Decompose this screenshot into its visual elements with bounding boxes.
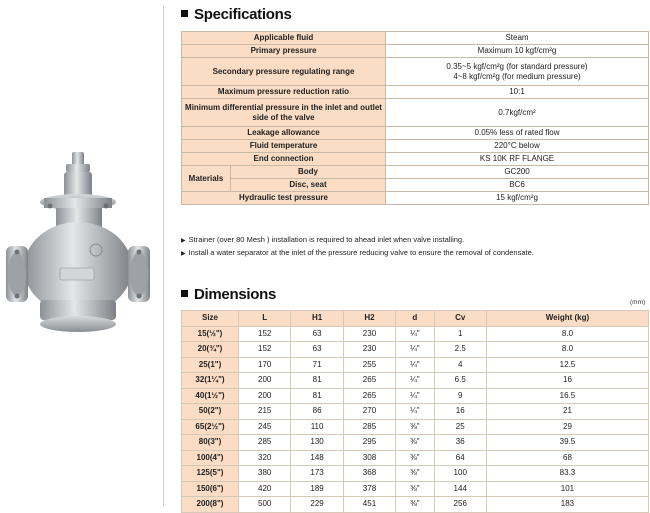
table-cell: 295 [343, 435, 395, 451]
table-cell: ¼" [396, 357, 434, 373]
table-cell: 380 [239, 466, 291, 482]
table-cell: 86 [291, 404, 343, 420]
column-header: H1 [291, 311, 343, 327]
size-cell: 200(8") [182, 497, 239, 513]
table-cell: 215 [239, 404, 291, 420]
table-cell: ⅜" [396, 450, 434, 466]
spec-value: 10:1 [386, 86, 649, 99]
table-cell: 256 [434, 497, 486, 513]
spec-label: Minimum differential pressure in the inlet and outlet side of the valve [182, 99, 386, 127]
section-bullet-icon [181, 290, 188, 297]
table-cell: 29 [486, 419, 648, 435]
table-cell: 63 [291, 326, 343, 342]
spec-value: 220°C below [386, 140, 649, 153]
table-cell: 451 [343, 497, 395, 513]
hydraulic-value: 15 kgf/cm²g [386, 192, 649, 205]
note-item: ▶ Strainer (over 80 Mesh ) installation is required to ahead inlet when valve installing. [181, 235, 465, 244]
spec-label: Primary pressure [182, 45, 386, 58]
column-divider [163, 6, 164, 506]
table-cell: 2.5 [434, 342, 486, 358]
table-cell: 16.5 [486, 388, 648, 404]
table-cell: 245 [239, 419, 291, 435]
size-cell: 15(½") [182, 326, 239, 342]
size-cell: 32(1¼") [182, 373, 239, 389]
table-cell: 378 [343, 481, 395, 497]
table-cell: 368 [343, 466, 395, 482]
table-cell: 83.3 [486, 466, 648, 482]
hydraulic-label: Hydraulic test pressure [182, 192, 386, 205]
spec-row-materials-disc [182, 179, 649, 192]
table-cell: 16 [486, 373, 648, 389]
spec-label: Leakage allowance [182, 127, 386, 140]
spec-label: Applicable fluid [182, 32, 386, 45]
table-cell: 285 [239, 435, 291, 451]
spec-label: Secondary pressure regulating range [182, 58, 386, 86]
table-cell: 189 [291, 481, 343, 497]
table-cell: ⅜" [396, 419, 434, 435]
table-row [182, 357, 649, 373]
table-cell: 500 [239, 497, 291, 513]
table-cell: 101 [486, 481, 648, 497]
spec-value: KS 10K RF FLANGE [386, 153, 649, 166]
spec-label: End connection [182, 153, 386, 166]
note-item: ▶ Install a water separator at the inlet of the pressure reducing valve to ensure the removal of condensate. [181, 248, 534, 257]
column-header: d [396, 311, 434, 327]
table-cell: 320 [239, 450, 291, 466]
specifications-table [181, 31, 649, 205]
table-cell: 1 [434, 326, 486, 342]
table-cell: 152 [239, 342, 291, 358]
table-cell: ⅜" [396, 497, 434, 513]
spec-value: Maximum 10 kgf/cm²g [386, 45, 649, 58]
section-bullet-icon [181, 10, 188, 17]
table-row [182, 466, 649, 482]
table-cell: 4 [434, 357, 486, 373]
table-cell: 100 [434, 466, 486, 482]
table-cell: 265 [343, 373, 395, 389]
table-cell: 285 [343, 419, 395, 435]
table-cell: 270 [343, 404, 395, 420]
table-row [182, 435, 649, 451]
table-cell: 148 [291, 450, 343, 466]
table-row [182, 481, 649, 497]
dimensions-heading [181, 286, 276, 303]
table-cell: 230 [343, 342, 395, 358]
disc-seat-label: Disc, seat [231, 179, 386, 192]
spec-row [182, 192, 649, 205]
table-cell: 63 [291, 342, 343, 358]
table-cell: 308 [343, 450, 395, 466]
table-cell: 229 [291, 497, 343, 513]
table-cell: ¼" [396, 388, 434, 404]
table-cell: 265 [343, 388, 395, 404]
table-row [182, 497, 649, 513]
table-cell: ⅜" [396, 481, 434, 497]
table-cell: 68 [486, 450, 648, 466]
table-cell: ¼" [396, 404, 434, 420]
table-cell: 200 [239, 373, 291, 389]
table-cell: 71 [291, 357, 343, 373]
table-cell: 81 [291, 388, 343, 404]
table-cell: 152 [239, 326, 291, 342]
table-cell: 8.0 [486, 342, 648, 358]
spec-row [182, 58, 649, 86]
size-cell: 25(1") [182, 357, 239, 373]
spec-value: 0.7kgf/cm² [386, 99, 649, 127]
spec-value: Steam [386, 32, 649, 45]
specifications-title: Specifications [194, 6, 292, 23]
table-cell: 9 [434, 388, 486, 404]
spec-label: Maximum pressure reduction ratio [182, 86, 386, 99]
column-header: Cv [434, 311, 486, 327]
triangle-bullet-icon: ▶ [181, 238, 186, 244]
spec-row [182, 45, 649, 58]
column-header: Weight (kg) [486, 311, 648, 327]
size-cell: 80(3") [182, 435, 239, 451]
table-row [182, 419, 649, 435]
table-cell: 16 [434, 404, 486, 420]
table-cell: ⅜" [396, 466, 434, 482]
table-cell: 21 [486, 404, 648, 420]
spec-row [182, 32, 649, 45]
size-cell: 65(2½") [182, 419, 239, 435]
table-cell: 183 [486, 497, 648, 513]
spec-value: 0.05% less of rated flow [386, 127, 649, 140]
spec-row-materials-body [182, 166, 649, 179]
table-cell: ¼" [396, 373, 434, 389]
table-row [182, 388, 649, 404]
column-header: L [239, 311, 291, 327]
body-label: Body [231, 166, 386, 179]
table-cell: 36 [434, 435, 486, 451]
spec-row [182, 140, 649, 153]
table-cell: 200 [239, 388, 291, 404]
table-cell: 81 [291, 373, 343, 389]
installation-notes [181, 234, 534, 260]
body-value: GC200 [386, 166, 649, 179]
materials-label: Materials [182, 166, 231, 192]
size-cell: 150(6") [182, 481, 239, 497]
table-cell: 25 [434, 419, 486, 435]
pressure-reducing-valve-icon [0, 150, 160, 360]
table-cell: 64 [434, 450, 486, 466]
dimensions-body [182, 326, 649, 512]
table-cell: 8.0 [486, 326, 648, 342]
size-cell: 100(4") [182, 450, 239, 466]
specifications-heading [181, 6, 292, 23]
size-cell: 50(2") [182, 404, 239, 420]
column-header: H2 [343, 311, 395, 327]
table-cell: 6.5 [434, 373, 486, 389]
spec-label: Fluid temperature [182, 140, 386, 153]
table-cell: 130 [291, 435, 343, 451]
table-row [182, 404, 649, 420]
table-cell: 420 [239, 481, 291, 497]
dimensions-table [181, 310, 649, 513]
table-row [182, 373, 649, 389]
table-cell: 12.5 [486, 357, 648, 373]
table-cell: 173 [291, 466, 343, 482]
dimensions-header-row [182, 311, 649, 327]
table-cell: ¼" [396, 342, 434, 358]
disc-seat-value: BC6 [386, 179, 649, 192]
table-cell: 255 [343, 357, 395, 373]
table-cell: 144 [434, 481, 486, 497]
spec-value: 0.35~5 kgf/cm²g (for standard pressure) 4~8 kgf/cm²g (for medium pressure) [386, 58, 649, 86]
table-row [182, 342, 649, 358]
table-cell: 39.5 [486, 435, 648, 451]
table-cell: 230 [343, 326, 395, 342]
dimensions-title: Dimensions [194, 286, 277, 303]
table-cell: 110 [291, 419, 343, 435]
table-row [182, 450, 649, 466]
table-cell: ⅜" [396, 435, 434, 451]
table-row [182, 326, 649, 342]
column-header: Size [182, 311, 239, 327]
size-cell: 125(5") [182, 466, 239, 482]
table-cell: 170 [239, 357, 291, 373]
table-cell: ¼" [396, 326, 434, 342]
triangle-bullet-icon: ▶ [181, 251, 186, 257]
spec-row [182, 127, 649, 140]
unit-label: (mm) [630, 299, 646, 306]
spec-row [182, 86, 649, 99]
size-cell: 40(1½") [182, 388, 239, 404]
valve-product-image [0, 150, 160, 360]
size-cell: 20(¾") [182, 342, 239, 358]
spec-row [182, 153, 649, 166]
spec-row [182, 99, 649, 127]
